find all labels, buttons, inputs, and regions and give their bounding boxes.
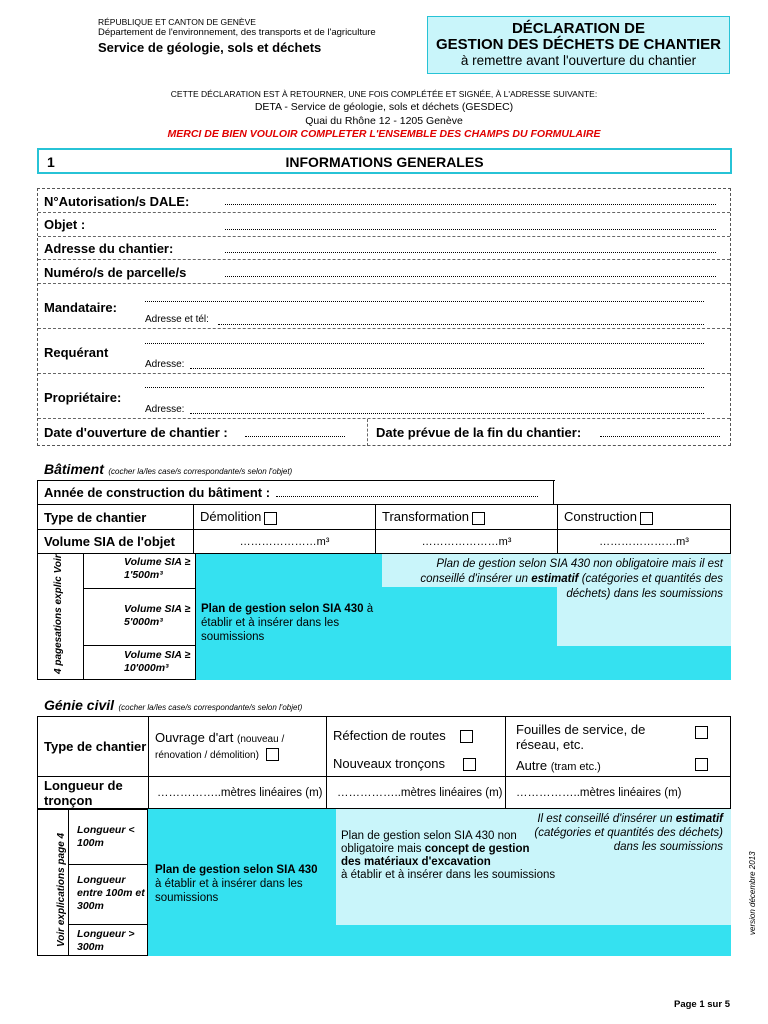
mandataire-row bbox=[38, 284, 730, 329]
genie-mid-bold: concept de gestion des matériaux d'excavation bbox=[341, 843, 530, 868]
genie-right-bold: estimatif bbox=[675, 813, 723, 825]
proprietaire-field[interactable] bbox=[145, 387, 704, 388]
return-instruction: CETTE DÉCLARATION EST À RETOURNER, UNE FOIS COMPLÉTÉE ET SIGNÉE, À L'ADRESSE SUIVANTE: bbox=[170, 89, 598, 99]
department-name: Département de l'environnement, des transports et de l'agriculture bbox=[98, 27, 376, 38]
len-more-label: Longueur > 300m bbox=[77, 928, 135, 953]
batiment-note-main: Plan de gestion selon SIA 430 non obligatoire mais il est conseillé d'insérer un bbox=[420, 558, 723, 585]
objet-row bbox=[38, 213, 730, 237]
opt-routes bbox=[327, 717, 506, 777]
transformation-checkbox[interactable] bbox=[472, 512, 485, 525]
genie-right-text bbox=[518, 812, 723, 854]
fouilles-option[interactable] bbox=[506, 720, 662, 752]
date-ouverture-label: Date d'ouverture de chantier : bbox=[44, 425, 228, 440]
requerant-row bbox=[38, 329, 730, 374]
general-info-form bbox=[37, 188, 731, 446]
volume-field-2[interactable]: …………………m³ bbox=[376, 530, 558, 554]
title-line-2: GESTION DES DÉCHETS DE CHANTIER bbox=[435, 36, 722, 53]
genie-right-end: (catégories et quantités des déchets) dans les soumissions bbox=[534, 827, 723, 853]
adresse-field[interactable] bbox=[225, 252, 716, 253]
len-300-label: Longueur entre 100m et 300m bbox=[77, 874, 145, 912]
metres-text-2: ………..mètres linéaires (m) bbox=[360, 787, 503, 799]
batiment-side-label: 4 pagesations explic Voir bbox=[53, 554, 64, 674]
volume-1500-cell bbox=[83, 554, 196, 589]
section-1-header bbox=[37, 148, 732, 174]
mandataire-address-label: Adresse et tél: bbox=[145, 314, 209, 325]
genie-hint: (cocher la/les case/s correspondante/s selon l'objet) bbox=[118, 703, 303, 712]
metres-field-2[interactable]: ……………..mètres linéaires (m) bbox=[327, 777, 506, 810]
parcelle-row bbox=[38, 260, 730, 284]
section-number: 1 bbox=[47, 154, 55, 170]
section-title: INFORMATIONS GENERALES bbox=[285, 154, 484, 170]
annee-label: Année de construction du bâtiment : bbox=[44, 485, 271, 500]
parcelle-field[interactable] bbox=[225, 276, 716, 277]
batiment-plan-rest: à établir et à insérer dans les soumissions bbox=[201, 603, 374, 643]
metres-text-1: ………..mètres linéaires (m) bbox=[180, 787, 323, 799]
fouilles-label: Fouilles de service, de réseau, etc. bbox=[516, 722, 646, 752]
type-chantier-label: Type de chantier bbox=[38, 505, 194, 530]
title-line-1: DÉCLARATION DE bbox=[511, 20, 646, 37]
batiment-volume-block bbox=[37, 553, 731, 680]
autorisation-row bbox=[38, 189, 730, 213]
header-authority-block bbox=[98, 17, 376, 55]
autorisation-label: N°Autorisation/s DALE: bbox=[44, 194, 190, 209]
return-address-2: Quai du Rhône 12 - 1205 Genève bbox=[305, 115, 463, 127]
genie-mid-end: à établir et à insérer dans les soumissions bbox=[341, 869, 556, 881]
batiment-note-text bbox=[408, 557, 723, 602]
batiment-note-end: (catégories et quantités des déchets) dans les soumissions bbox=[566, 573, 723, 600]
demolition-checkbox[interactable] bbox=[264, 512, 277, 525]
refection-checkbox[interactable] bbox=[460, 730, 473, 743]
metres-field-1[interactable]: ……………..mètres linéaires (m) bbox=[149, 777, 327, 810]
metres-field-3[interactable]: ……………..mètres linéaires (m) bbox=[506, 777, 731, 810]
genie-type-label: Type de chantier bbox=[38, 717, 149, 777]
proprietaire-address-field[interactable] bbox=[190, 413, 704, 414]
genie-plan-rest: à établir et à insérer dans les soumissions bbox=[155, 878, 303, 904]
batiment-note-bold: estimatif bbox=[531, 573, 579, 585]
opt-transformation[interactable] bbox=[376, 505, 558, 530]
construction-checkbox[interactable] bbox=[640, 512, 653, 525]
longueur-label: Longueur de tronçon bbox=[38, 777, 149, 810]
date-fin-field[interactable] bbox=[600, 436, 720, 437]
len-300-cell bbox=[68, 865, 148, 925]
opt-demolition-label: Démolition bbox=[200, 509, 262, 525]
proprietaire-label: Propriétaire: bbox=[44, 390, 122, 405]
opt-construction-label: Construction bbox=[564, 509, 637, 525]
objet-label: Objet : bbox=[44, 217, 86, 232]
proprietaire-address-label: Adresse: bbox=[145, 404, 185, 415]
completion-notice: MERCI DE BIEN VOULOIR COMPLETER L'ENSEMBLE DES CHAMPS DU FORMULAIRE bbox=[167, 128, 601, 140]
ouvrage-sub: (nouveau / rénovation / démolition) bbox=[155, 733, 285, 761]
volume-label: Volume SIA de l'objet bbox=[38, 530, 194, 554]
title-line-3: à remettre avant l'ouverture du chantier bbox=[460, 53, 697, 68]
volume-5000-cell bbox=[83, 589, 196, 646]
refection-option[interactable] bbox=[327, 722, 505, 743]
volume-10000-cell bbox=[83, 646, 196, 680]
objet-field[interactable] bbox=[225, 229, 716, 230]
metres-text-3: ………..mètres linéaires (m) bbox=[539, 787, 682, 799]
opt-fouilles bbox=[506, 717, 731, 777]
autre-label: Autre bbox=[516, 758, 548, 773]
nouveaux-label: Nouveaux tronçons bbox=[333, 756, 446, 771]
genie-right-main: Il est conseillé d'insérer un bbox=[537, 813, 673, 825]
autre-sub: (tram etc.) bbox=[550, 761, 601, 773]
autre-checkbox[interactable] bbox=[695, 758, 708, 771]
opt-demolition[interactable] bbox=[194, 505, 376, 530]
volume-1500-label: Volume SIA ≥ 1'500m³ bbox=[124, 556, 191, 581]
parcelle-label: Numéro/s de parcelle/s bbox=[44, 265, 187, 280]
annee-field[interactable] bbox=[276, 496, 538, 497]
genie-side-label: Voir explications page 4 bbox=[56, 832, 67, 947]
genie-plan-text bbox=[155, 863, 325, 905]
batiment-plan-bold: Plan de gestion selon SIA 430 bbox=[201, 603, 364, 615]
len-more-cell bbox=[68, 925, 148, 956]
date-ouverture-field[interactable] bbox=[245, 436, 345, 437]
autorisation-field[interactable] bbox=[225, 204, 716, 205]
document-title-box bbox=[427, 16, 730, 74]
adresse-row bbox=[38, 237, 730, 260]
batiment-heading bbox=[44, 461, 292, 479]
requerant-field[interactable] bbox=[145, 343, 704, 344]
genie-length-block bbox=[37, 808, 731, 956]
batiment-plan-text bbox=[201, 602, 386, 644]
batiment-table bbox=[37, 480, 731, 505]
volume-5000-label: Volume SIA ≥ 5'000m³ bbox=[124, 603, 191, 628]
genie-title: Génie civil bbox=[44, 697, 115, 713]
date-fin-label: Date prévue de la fin du chantier: bbox=[376, 425, 582, 440]
requerant-address-label: Adresse: bbox=[145, 359, 185, 370]
batiment-title: Bâtiment bbox=[44, 461, 104, 477]
ouvrage-checkbox[interactable] bbox=[266, 748, 279, 761]
dates-row bbox=[38, 419, 730, 446]
len-100-cell bbox=[68, 809, 148, 865]
genie-heading bbox=[44, 697, 302, 715]
genie-table bbox=[37, 716, 731, 810]
len-100-label: Longueur < 100m bbox=[77, 824, 135, 849]
authority-name: RÉPUBLIQUE ET CANTON DE GENÈVE bbox=[98, 17, 256, 27]
volume-10000-label: Volume SIA ≥ 10'000m³ bbox=[124, 649, 191, 674]
mandataire-label: Mandataire: bbox=[44, 300, 117, 315]
proprietaire-row bbox=[38, 374, 730, 419]
opt-transformation-label: Transformation bbox=[382, 509, 469, 525]
genie-plan-bold: Plan de gestion selon SIA 430 bbox=[155, 864, 318, 876]
version-label: version décembre 2013 bbox=[748, 851, 757, 935]
volume-field-1[interactable]: …………………m³ bbox=[194, 530, 376, 554]
adresse-label: Adresse du chantier: bbox=[44, 241, 174, 256]
genie-mid-text bbox=[341, 830, 556, 882]
refection-label: Réfection de routes bbox=[333, 727, 446, 743]
mandataire-field[interactable] bbox=[145, 301, 704, 302]
annee-row bbox=[38, 481, 554, 505]
page-number: Page 1 sur 5 bbox=[674, 999, 730, 1010]
nouveaux-checkbox[interactable] bbox=[463, 758, 476, 771]
nouveaux-option[interactable] bbox=[327, 743, 505, 771]
genie-mid-main: Plan de gestion selon SIA 430 non obligatoire mais bbox=[341, 830, 517, 855]
return-address-1: DETA - Service de géologie, sols et déchets (GESDEC) bbox=[254, 101, 514, 113]
volume-field-3[interactable]: …………………m³ bbox=[558, 530, 731, 554]
requerant-label: Requérant bbox=[44, 345, 109, 360]
requerant-address-field[interactable] bbox=[190, 368, 704, 369]
batiment-hint: (cocher la/les case/s correspondante/s selon l'objet) bbox=[108, 467, 293, 476]
opt-ouvrage[interactable] bbox=[149, 717, 327, 777]
service-name: Service de géologie, sols et déchets bbox=[98, 40, 322, 55]
ouvrage-label: Ouvrage d'art bbox=[155, 729, 234, 745]
fouilles-checkbox[interactable] bbox=[695, 726, 708, 739]
mandataire-address-field[interactable] bbox=[218, 324, 704, 325]
batiment-type-table bbox=[37, 504, 731, 554]
opt-construction[interactable] bbox=[558, 505, 731, 530]
